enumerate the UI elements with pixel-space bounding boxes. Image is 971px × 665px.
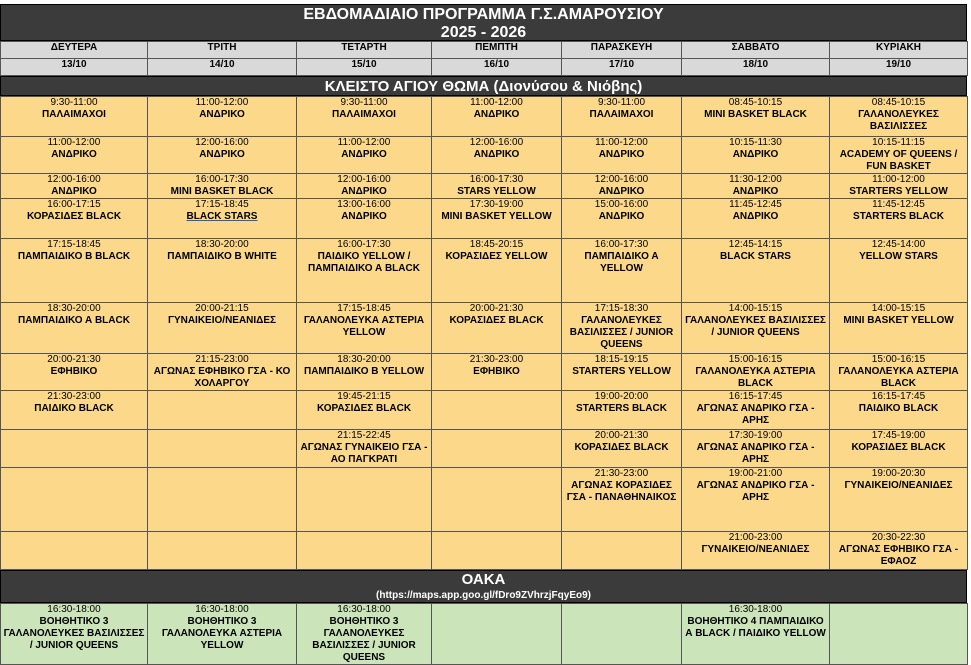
day-name: ΚΥΡΙΑΚΗ [830,42,968,59]
session-team: ΠΑΜΠΑΙΔΙΚΟ Β YELLOW [303,366,425,377]
session-time: 12:45-14:15 [728,239,783,250]
empty-cell [432,532,562,570]
schedule-row [1,532,968,570]
session-team: ΑΝΔΡΙΚΟ [732,149,779,160]
session-cell [682,97,830,137]
schedule-row [1,97,968,137]
session-cell [562,391,682,430]
session-cell [562,239,682,303]
session-team: BLACK STARS [186,211,258,222]
session-time: 17:15-18:45 [47,239,101,250]
session-time: 20:00-21:30 [469,303,524,314]
session-team: ΚΟΡΑΣΙΔΕΣ BLACK [449,315,544,326]
session-cell [562,97,682,137]
session-time: 11:30-12:00 [729,174,782,185]
venue-oaka-header [0,570,967,603]
session-team: ΓΥΝΑΙΚΕΙΟ/ΝΕΑΝΙΔΕΣ [701,544,810,555]
empty-cell [432,604,562,665]
empty-cell [1,532,148,570]
schedule-row [1,239,968,303]
session-cell [562,430,682,468]
session-team: ΠΑΙΔΙΚΟ BLACK [34,403,114,414]
session-time: 13:00-16:00 [337,199,391,210]
session-team: ΒΟΗΘΗΤΙΚΟ 3 ΓΑΛΑΝΟΛΕΥΚΕΣ ΒΑΣΙΛΙΣΣΕΣ / JUNIOR QUEENS [312,616,416,663]
session-cell [682,532,830,570]
session-cell [148,239,297,303]
session-time: 14:00-15:15 [728,303,783,314]
session-cell [1,199,148,239]
session-time: 11:45-12:45 [872,199,925,210]
session-time: 12:00-16:00 [469,137,524,148]
session-team: ΑΝΔΡΙΚΟ [341,186,387,197]
session-team: ΚΟΡΑΣΙΔΕΣ YELLOW [445,251,548,262]
session-cell [682,604,830,665]
session-team: ΚΟΡΑΣΙΔΕΣ BLACK [316,403,412,414]
session-team: ΒΟΗΘΗΤΙΚΟ 3 ΓΑΛΑΝΟΛΕΥΚΕΣ ΒΑΣΙΛΙΣΣΕΣ / JUNIOR QUEENS [3,616,145,651]
schedule-row [1,354,968,391]
session-time: 16:15-17:45 [728,391,783,402]
session-time: 17:15-18:45 [195,199,249,210]
session-time: 20:00-21:30 [47,354,101,365]
session-cell [432,97,562,137]
session-team: STARTERS BLACK [576,403,667,414]
session-cell [148,97,297,137]
session-time: 08:45-10:15 [871,97,926,108]
dates-row [1,59,968,76]
session-team: ΑΝΔΡΙΚΟ [51,149,97,160]
session-cell [682,199,830,239]
session-cell [1,97,148,137]
session-team: ΑΓΩΝΑΣ ΑΝΔΡΙΚΟ ΓΣΑ - ΑΡΗΣ [696,480,815,503]
session-cell [297,97,432,137]
session-cell [1,303,148,354]
session-team: ΕΦΗΒΙΚΟ [473,366,520,377]
session-team: ΑΝΔΡΙΚΟ [199,109,245,120]
session-team: ΑΝΔΡΙΚΟ [341,149,387,160]
session-team: ΚΟΡΑΣΙΔΕΣ BLACK [26,211,122,222]
session-cell [148,303,297,354]
session-cell [1,137,148,174]
session-cell [148,354,297,391]
session-team: ΒΟΗΘΗΤΙΚΟ 4 ΠΑΜΠΑΙΔΙΚΟ Α BLACK / ΠΑΙΔΙΚΟ YELLOW [685,616,826,639]
session-team: ACADEMY OF QUEENS / FUN BASKET [839,149,958,172]
session-cell [297,199,432,239]
session-cell [432,354,562,391]
session-time: 21:00-23:00 [728,532,783,543]
day-name: ΔΕΥΤΕΡΑ [1,42,148,59]
empty-cell [432,430,562,468]
session-cell [148,199,297,239]
session-cell [1,239,148,303]
session-cell [562,137,682,174]
empty-cell [432,391,562,430]
session-time: 17:15-18:30 [594,303,649,314]
day-date: 15/10 [297,59,432,76]
session-team: ΠΑΙΔΙΚΟ YELLOW / ΠΑΜΠΑΙΔΙΚΟ Α BLACK [308,251,420,274]
session-time: 19:00-21:00 [728,468,783,479]
schedule-row [1,303,968,354]
session-time: 15:00-16:00 [594,199,649,210]
session-cell [830,354,968,391]
session-cell [682,430,830,468]
session-team: BLACK STARS [720,251,791,262]
session-team: STARS YELLOW [457,186,536,197]
session-team: ΠΑΛΑΙΜΑΧΟΙ [42,109,106,120]
session-team: ΑΝΔΡΙΚΟ [51,186,97,197]
session-time: 21:30-23:00 [47,391,101,402]
session-time: 12:00-16:00 [47,174,101,185]
session-team: ΚΟΡΑΣΙΔΕΣ BLACK [574,442,669,453]
day-name: ΠΕΜΠΤΗ [432,42,562,59]
session-team: ΓΑΛΑΝΟΛΕΥΚΕΣ ΒΑΣΙΛΙΣΣΕΣ [858,109,939,132]
schedule-row [1,604,968,665]
session-cell [682,391,830,430]
day-date: 18/10 [682,59,830,76]
session-cell [682,468,830,532]
session-cell [297,303,432,354]
schedule-title-banner [0,4,967,41]
session-cell [432,303,562,354]
session-team: ΓΑΛΑΝΟΛΕΥΚΑ ΑΣΤΕΡΙΑ BLACK [838,366,959,389]
session-team: ΑΓΩΝΑΣ ΓΥΝΑΙΚΕΙΟ ΓΣΑ - ΑΟ ΠΑΓΚΡΑΤΙ [300,442,428,465]
session-cell [682,137,830,174]
session-time: 12:45-14:00 [871,239,926,250]
session-cell [682,239,830,303]
session-team: ΑΝΔΡΙΚΟ [598,149,645,160]
session-cell [432,199,562,239]
session-time: 11:45-12:45 [729,199,782,210]
session-cell [1,391,148,430]
schedule-row [1,137,968,174]
session-time: 9:30-11:00 [340,97,388,108]
day-date: 17/10 [562,59,682,76]
session-cell [562,303,682,354]
session-team: YELLOW STARS [859,251,938,262]
session-team: ΚΟΡΑΣΙΔΕΣ BLACK [851,442,946,453]
session-team: ΠΑΛΑΙΜΑΧΟΙ [589,109,654,120]
session-time: 11:00-12:00 [872,174,925,185]
session-cell [830,239,968,303]
session-time: 11:00-12:00 [595,137,648,148]
session-time: 19:00-20:00 [594,391,649,402]
session-team: ΑΝΔΡΙΚΟ [341,211,387,222]
session-cell [297,391,432,430]
empty-cell [148,532,297,570]
session-team: ΑΝΔΡΙΚΟ [199,149,245,160]
session-team: STARTERS BLACK [853,211,944,222]
session-cell [830,391,968,430]
session-time: 08:45-10:15 [728,97,783,108]
empty-cell [432,468,562,532]
session-time: 20:00-21:30 [594,430,649,441]
schedule-row [1,468,968,532]
session-team: ΑΝΔΡΙΚΟ [473,109,520,120]
session-team: ΑΓΩΝΑΣ ΑΝΔΡΙΚΟ ΓΣΑ - ΑΡΗΣ [696,403,815,426]
session-cell [562,174,682,199]
session-time: 18:30-20:00 [47,303,101,314]
session-cell [562,199,682,239]
session-time: 15:00-16:15 [871,354,926,365]
session-cell [830,199,968,239]
schedule-sheet [0,4,967,665]
session-time: 9:30-11:00 [50,97,98,108]
day-name: ΣΑΒΒΑΤΟ [682,42,830,59]
session-time: 16:00-17:30 [337,239,391,250]
session-team: ΓΥΝΑΙΚΕΙΟ/ΝΕΑΝΙΔΕΣ [844,480,953,491]
session-time: 20:30-22:30 [871,532,926,543]
session-time: 19:45-21:15 [337,391,391,402]
session-team: ΒΟΗΘΗΤΙΚΟ 3 ΓΑΛΑΝΟΛΕΥΚΑ ΑΣΤΕΡΙΑ YELLOW [161,616,283,651]
session-team: ΠΑΜΠΑΙΔΙΚΟ Β WHITE [167,251,277,262]
venue-agios-thomas-schedule [0,96,968,570]
session-cell [432,174,562,199]
session-time: 12:00-16:00 [337,174,391,185]
session-time: 11:00-12:00 [47,137,101,148]
empty-cell [297,532,432,570]
session-team: MINI BASKET BLACK [170,186,274,197]
empty-cell [562,532,682,570]
session-time: 10:15-11:30 [729,137,782,148]
session-team: ΓΑΛΑΝΟΛΕΥΚΑ ΑΣΤΕΡΙΑ YELLOW [303,315,425,338]
schedule-row [1,174,968,199]
session-team: ΑΝΔΡΙΚΟ [732,186,779,197]
session-team: ΠΑΜΠΑΙΔΙΚΟ Α BLACK [18,315,130,326]
session-team: ΠΑΜΠΑΙΔΙΚΟ Α YELLOW [584,251,659,274]
schedule-row [1,430,968,468]
session-time: 12:00-16:00 [594,174,649,185]
session-team: MINI BASKET YELLOW [843,315,954,326]
session-cell [830,468,968,532]
session-time: 17:30-19:00 [728,430,783,441]
day-names-row [1,42,968,59]
empty-cell [1,468,148,532]
session-cell [830,303,968,354]
session-cell [830,137,968,174]
session-cell [297,174,432,199]
session-team: ΑΝΔΡΙΚΟ [598,186,645,197]
session-team: ΑΝΔΡΙΚΟ [473,149,520,160]
session-time: 16:00-17:15 [47,199,101,210]
empty-cell [297,468,432,532]
schedule-row [1,391,968,430]
session-cell [1,174,148,199]
session-team: ΑΝΔΡΙΚΟ [598,211,645,222]
session-cell [432,239,562,303]
session-cell [148,174,297,199]
session-cell [1,354,148,391]
empty-cell [148,391,297,430]
session-time: 21:15-23:00 [195,354,249,365]
season-label: 2025 - 2026 [440,24,527,41]
session-cell [297,604,432,665]
session-cell [682,174,830,199]
session-time: 11:00-12:00 [470,97,523,108]
venue-oaka-map-link[interactable]: (https://maps.app.goo.gl/fDro9ZVhrzjFqyEo9) [376,590,591,601]
session-team: ΑΝΔΡΙΚΟ [732,211,779,222]
session-team: MINI BASKET YELLOW [441,211,552,222]
session-team: ΓΑΛΑΝΟΛΕΥΚΑ ΑΣΤΕΡΙΑ BLACK [695,366,816,389]
session-team: ΠΑΜΠΑΙΔΙΚΟ Β BLACK [17,251,131,262]
session-time: 16:30-18:00 [195,604,249,615]
venue-agios-thomas-header: ΚΛΕΙΣΤΟ ΑΓΙΟΥ ΘΩΜΑ (Διονύσου & Νιόβης) [0,76,967,96]
session-cell [682,303,830,354]
session-cell [562,354,682,391]
session-time: 11:00-12:00 [195,97,249,108]
session-team: ΠΑΛΑΙΜΑΧΟΙ [332,109,396,120]
empty-cell [148,468,297,532]
session-cell [830,532,968,570]
session-time: 16:30-18:00 [47,604,101,615]
session-team: ΑΓΩΝΑΣ ΕΦΗΒΙΚΟ ΓΣΑ - ΕΦΑΟΖ [838,544,959,567]
empty-cell [830,604,968,665]
session-team: STARTERS YELLOW [849,186,948,197]
session-time: 18:15-19:15 [594,354,649,365]
session-team: MINI BASKET BLACK [704,109,807,120]
session-time: 17:30-19:00 [469,199,524,210]
session-time: 18:30-20:00 [337,354,391,365]
venue-oaka-schedule [0,603,968,665]
schedule-title: ΕΒΔΟΜΑΔΙΑΙΟ ΠΡΟΓΡΑΜΜΑ Γ.Σ.ΑΜΑΡΟΥΣΙΟΥ [303,6,664,23]
session-team: ΑΓΩΝΑΣ ΚΟΡΑΣΙΔΕΣ ΓΣΑ - ΠΑΝΑΘΗΝΑΙΚΟΣ [566,480,677,503]
session-time: 16:00-17:30 [594,239,649,250]
session-cell [682,354,830,391]
session-cell [1,604,148,665]
empty-cell [562,604,682,665]
session-time: 9:30-11:00 [597,97,646,108]
session-cell [297,137,432,174]
empty-cell [1,430,148,468]
session-time: 10:15-11:15 [872,137,925,148]
session-team: ΓΑΛΑΝΟΛΕΥΚΕΣ ΒΑΣΙΛΙΣΣΕΣ / JUNIOR QUEENS [685,315,826,338]
session-time: 16:30-18:00 [337,604,391,615]
day-date: 13/10 [1,59,148,76]
session-time: 17:15-18:45 [337,303,391,314]
session-time: 16:30-18:00 [728,604,783,615]
session-team: ΠΑΙΔΙΚΟ BLACK [858,403,939,414]
session-time: 16:00-17:30 [469,174,524,185]
session-time: 16:00-17:30 [195,174,249,185]
session-cell [297,239,432,303]
session-time: 16:15-17:45 [871,391,926,402]
empty-cell [148,430,297,468]
schedule-row [1,199,968,239]
session-team: ΓΥΝΑΙΚΕΙΟ/ΝΕΑΝΙΔΕΣ [167,315,277,326]
session-time: 18:45-20:15 [469,239,524,250]
day-date: 14/10 [148,59,297,76]
session-team: ΑΓΩΝΑΣ ΑΝΔΡΙΚΟ ΓΣΑ - ΑΡΗΣ [696,442,815,465]
session-cell [830,97,968,137]
days-header [0,41,968,76]
session-time: 17:45-19:00 [871,430,926,441]
day-date: 16/10 [432,59,562,76]
session-cell [830,430,968,468]
day-name: ΠΑΡΑΣΚΕΥΗ [562,42,682,59]
session-team: ΓΑΛΑΝΟΛΕΥΚΕΣ ΒΑΣΙΛΙΣΣΕΣ / JUNIOR QUEENS [569,315,674,350]
session-time: 14:00-15:15 [871,303,926,314]
session-time: 12:00-16:00 [195,137,249,148]
session-team: ΕΦΗΒΙΚΟ [50,366,98,377]
session-time: 11:00-12:00 [337,137,391,148]
day-name: ΤΕΤΑΡΤΗ [297,42,432,59]
day-name: ΤΡΙΤΗ [148,42,297,59]
session-cell [432,137,562,174]
session-team: STARTERS YELLOW [572,366,671,377]
session-time: 21:15-22:45 [337,430,391,441]
session-time: 20:00-21:15 [195,303,249,314]
session-time: 21:30-23:00 [594,468,649,479]
session-cell [297,354,432,391]
session-cell [562,468,682,532]
day-date: 19/10 [830,59,968,76]
session-time: 18:30-20:00 [195,239,249,250]
session-time: 15:00-16:15 [728,354,783,365]
session-cell [830,174,968,199]
session-time: 21:30-23:00 [469,354,524,365]
session-time: 19:00-20:30 [871,468,926,479]
session-cell [148,604,297,665]
session-team: ΑΓΩΝΑΣ ΕΦΗΒΙΚΟ ΓΣΑ - ΚΟ ΧΟΛΑΡΓΟΥ [153,366,291,389]
venue-oaka-name: ΟΑΚΑ [461,571,506,588]
session-cell [297,430,432,468]
session-cell [148,137,297,174]
